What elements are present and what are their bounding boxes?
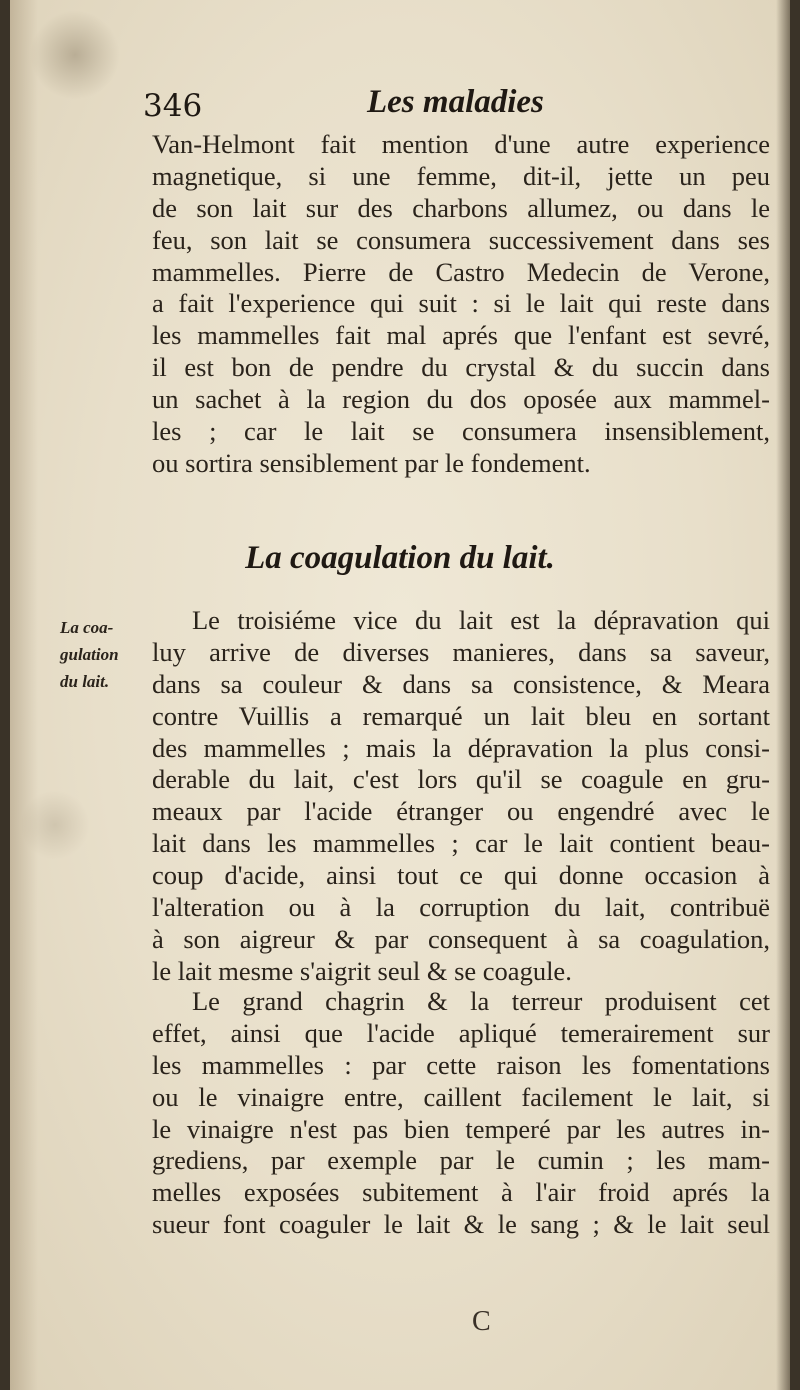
text-line: de son lait sur des charbons allumez, ou dans le — [152, 192, 770, 223]
text-line: Le troisiéme vice du lait est la dépravation qui — [192, 605, 770, 635]
text-line: les ; car le lait se consumera insensiblement, — [152, 416, 770, 447]
text-line: des mammelles ; mais la dépravation la plus consi- — [152, 732, 770, 763]
text-line: feu, son lait se consumera successivement dans ses — [152, 224, 770, 255]
paragraph-coagulation — [152, 605, 770, 988]
text-line: le lait mesme s'aigrit seul & se coagule. — [152, 955, 572, 986]
text-line: à son aigreur & par consequent à sa coagulation, — [152, 923, 770, 954]
text-line: a fait l'experience qui suit : si le lait qui reste dans — [152, 288, 770, 319]
text-line: dans sa couleur & dans sa consistence, & Meara — [152, 668, 770, 699]
paragraph-van-helmont — [152, 129, 770, 480]
margin-note-line: gulation — [60, 645, 119, 664]
paper-stain — [20, 790, 90, 860]
text-line: l'alteration ou à la corruption du lait, contribuë — [152, 892, 770, 923]
text-line: luy arrive de diverses manieres, dans sa saveur, — [152, 636, 770, 667]
text-line: meaux par l'acide étranger ou engendré avec le — [152, 796, 770, 827]
text-line: le vinaigre n'est pas bien temperé par les autres in- — [152, 1113, 770, 1144]
book-page — [10, 0, 790, 1390]
text-line: lait dans les mammelles ; car le lait contient beau- — [152, 828, 770, 859]
text-line: un sachet à la region du dos oposée aux mammel- — [152, 384, 770, 415]
text-line: contre Vuillis a remarqué un lait bleu en sortant — [152, 700, 770, 731]
catchword: C — [472, 1306, 491, 1337]
text-line: coup d'acide, ainsi tout ce qui donne occasion à — [152, 860, 770, 891]
paragraph-chagrin — [152, 986, 770, 1241]
margin-note — [60, 614, 156, 695]
text-line: magnetique, si une femme, dit-il, jette un peu — [152, 160, 770, 191]
text-line: melles exposées subitement à l'air froid aprés la — [152, 1177, 770, 1208]
text-line: grediens, par exemple par le cumin ; les mam- — [152, 1145, 770, 1176]
text-line: derable du lait, c'est lors qu'il se coagule en gru- — [152, 764, 770, 795]
page-header — [10, 84, 790, 134]
margin-note-line: La coa- — [60, 618, 114, 637]
page-edge-shadow-right — [776, 0, 790, 1390]
text-line: mammelles. Pierre de Castro Medecin de Verone, — [152, 256, 770, 287]
text-line: Le grand chagrin & la terreur produisent cet — [192, 986, 770, 1016]
text-line: ou sortira sensiblement par le fondement. — [152, 447, 591, 478]
page-number: 346 — [143, 88, 203, 124]
text-line: les mammelles fait mal aprés que l'enfant est sevré, — [152, 320, 770, 351]
section-title: La coagulation du lait. — [245, 540, 555, 576]
margin-note-line: du lait. — [60, 672, 110, 691]
running-head: Les maladies — [367, 84, 544, 120]
text-line: les mammelles : par cette raison les fomentations — [152, 1049, 770, 1080]
text-line: il est bon de pendre du crystal & du succin dans — [152, 352, 770, 383]
text-line: Van-Helmont fait mention d'une autre experience — [152, 129, 770, 159]
text-line: effet, ainsi que l'acide apliqué temerairement sur — [152, 1017, 770, 1048]
text-line: sueur font coaguler le lait & le sang ; & le lait seul — [152, 1209, 770, 1240]
text-line: ou le vinaigre entre, caillent facilement le lait, si — [152, 1081, 770, 1112]
page-edge-shadow-left — [10, 0, 38, 1390]
